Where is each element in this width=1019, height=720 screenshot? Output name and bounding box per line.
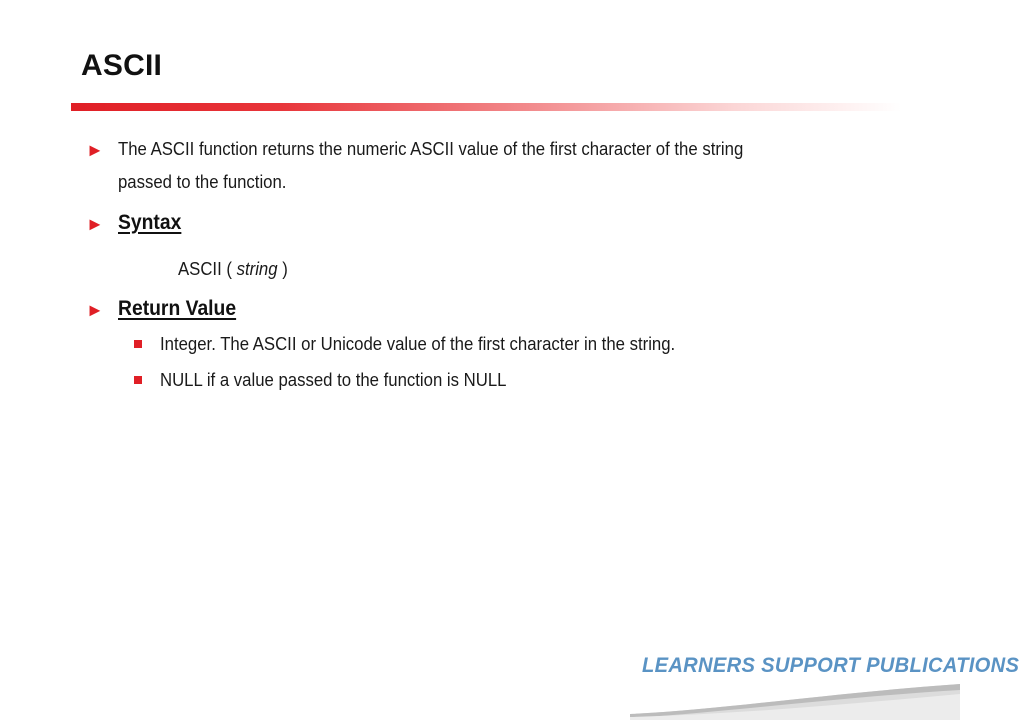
slide-title: ASCII	[81, 49, 163, 82]
publisher-logo	[630, 650, 1019, 720]
logo-swoosh-graphic	[630, 684, 960, 720]
syntax-expression	[178, 259, 288, 280]
arrow-bullet-icon: ►	[86, 300, 104, 320]
syntax-function-name: ASCII (	[178, 259, 232, 279]
square-bullet-icon	[134, 376, 142, 384]
syntax-closing: )	[282, 259, 288, 279]
syntax-argument: string	[236, 259, 278, 279]
square-bullet-icon	[134, 340, 142, 348]
title-underline-rule	[71, 103, 901, 111]
arrow-bullet-icon: ►	[86, 214, 104, 234]
return-value-item: NULL if a value passed to the function is NULL	[160, 370, 507, 390]
return-value-heading: Return Value	[118, 297, 237, 320]
publisher-logo-text: LEARNERS SUPPORT PUBLICATIONS	[642, 654, 1019, 677]
return-value-item: Integer. The ASCII or Unicode value of the first character in the string.	[160, 334, 676, 354]
arrow-bullet-icon: ►	[86, 140, 104, 160]
syntax-heading: Syntax	[118, 211, 182, 234]
description-line-1: The ASCII function returns the numeric ASCII value of the first character of the string	[118, 139, 744, 159]
description-line-2: passed to the function.	[118, 172, 287, 192]
